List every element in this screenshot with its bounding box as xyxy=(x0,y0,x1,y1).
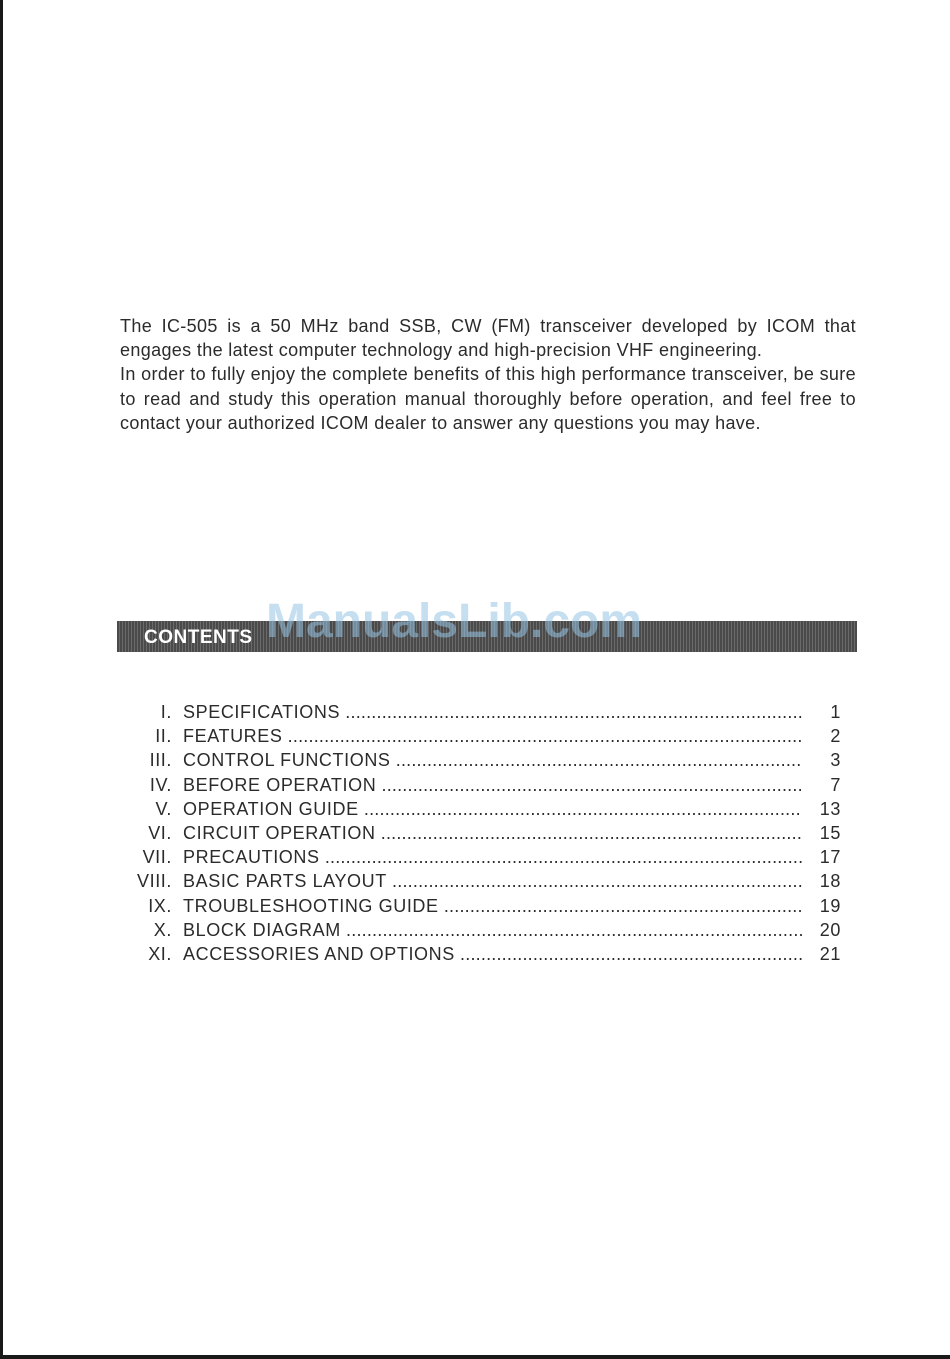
toc-page-number: 21 xyxy=(819,943,841,964)
page-scan-edge-left xyxy=(0,0,3,1359)
intro-text xyxy=(120,314,856,435)
toc-label: SPECIFICATIONS ..... xyxy=(183,700,802,724)
toc-row-before-operation[interactable] xyxy=(120,773,850,797)
toc-number: XI. xyxy=(148,943,172,964)
toc-label: FEATURES ..... xyxy=(183,724,802,748)
toc-number: V. xyxy=(155,798,172,819)
toc-label: ACCESSORIES AND OPTIONS ..... xyxy=(183,942,802,966)
toc-number: III. xyxy=(149,750,172,771)
table-of-contents xyxy=(120,700,850,966)
toc-row-accessories-and-options[interactable] xyxy=(120,942,850,966)
toc-label: BASIC PARTS LAYOUT ..... xyxy=(183,869,802,893)
toc-page-number: 13 xyxy=(819,798,841,819)
toc-label: BEFORE OPERATION ..... xyxy=(183,773,802,797)
intro-paragraph-1: The IC-505 is a 50 MHz band SSB, CW (FM) transceiver developed by ICOM that engages the latest computer technology and high-precision VHF engineering. xyxy=(120,316,856,361)
toc-page-number: 19 xyxy=(819,895,841,916)
toc-number: II. xyxy=(155,726,172,747)
toc-label: CONTROL FUNCTIONS ..... xyxy=(183,748,802,772)
toc-page-number: 17 xyxy=(819,847,841,868)
toc-page-number: 18 xyxy=(819,871,841,892)
toc-label: OPERATION GUIDE ..... xyxy=(183,797,802,821)
toc-row-block-diagram[interactable] xyxy=(120,918,850,942)
toc-row-precautions[interactable] xyxy=(120,845,850,869)
toc-label: CIRCUIT OPERATION ..... xyxy=(183,821,802,845)
toc-number: IV. xyxy=(149,774,172,795)
toc-page-number: 3 xyxy=(830,750,841,771)
intro-paragraph-2: In order to fully enjoy the complete benefits of this high performance transceiver, be sure to read and study this operation manual thoroughly before operation, and feel free to contact your authorized ICOM dealer to answer any questions you may have. xyxy=(120,364,856,433)
toc-row-control-functions[interactable] xyxy=(120,748,850,772)
manualslib-watermark: ManualsLib.com xyxy=(266,595,643,648)
toc-page-number: 20 xyxy=(819,919,841,940)
toc-row-specifications[interactable] xyxy=(120,700,850,724)
toc-number: I. xyxy=(160,702,172,722)
toc-row-troubleshooting-guide[interactable] xyxy=(120,894,850,918)
toc-page-number: 2 xyxy=(830,726,841,747)
contents-heading: CONTENTS xyxy=(144,627,253,648)
toc-number: VIII. xyxy=(136,871,172,892)
toc-page-number: 15 xyxy=(819,822,841,843)
toc-row-operation-guide[interactable] xyxy=(120,797,850,821)
toc-row-circuit-operation[interactable] xyxy=(120,821,850,845)
toc-number: VI. xyxy=(148,822,172,843)
toc-label: TROUBLESHOOTING GUIDE ..... xyxy=(183,894,802,918)
toc-label: BLOCK DIAGRAM ..... xyxy=(183,918,802,942)
toc-page-number: 7 xyxy=(830,774,841,795)
toc-row-features[interactable] xyxy=(120,724,850,748)
toc-label: PRECAUTIONS ..... xyxy=(183,845,802,869)
toc-number: X. xyxy=(153,919,172,940)
toc-page-number: 1 xyxy=(830,702,841,722)
toc-row-basic-parts-layout[interactable] xyxy=(120,869,850,893)
page-scan-edge-bottom xyxy=(0,1355,950,1359)
toc-number: IX. xyxy=(148,895,172,916)
toc-number: VII. xyxy=(142,847,172,868)
